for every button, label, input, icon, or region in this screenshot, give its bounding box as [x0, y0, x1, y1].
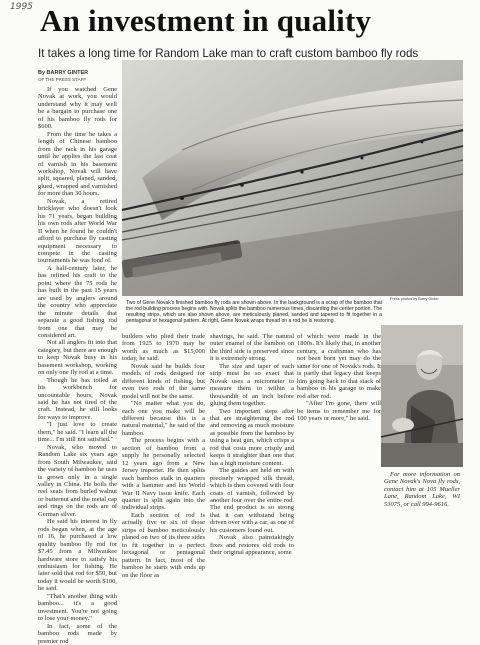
paragraph: "That's another thing with bamboo... it's a good investment. You're not going to lose your money." — [38, 592, 117, 623]
paragraph: Two important steps after that are straightening the rod and removing as much moisture as possible from the bamboo by using a heat gun, which crisps a rod that costs more crisply and keeps it straighter than one that has a high moisture content. — [210, 407, 294, 467]
paragraph: He said his interest in fly rods began when, at the age of 16, he purchased a low quality bamboo fly rod for $7.45 from a Milwaukee hardware store to satisfy his enthusiasm for fishing. He later sold that rod for $50, but today it would be worth $100, he said. — [38, 518, 117, 593]
contact-info: For more information on Gene Novak's Nova fly rods, contact him at 105 Mueller Lane, Random Lake, WI 53075, or call 994-9616. — [384, 471, 460, 508]
paragraph: shavings, he said. The natural outer enamel of the bamboo on the third side is preserved since it is extremely strong. — [210, 333, 294, 363]
paragraph: From the time he takes a length of Chinese bamboo from the rack in his garage until he applies the last coat of varnish in his basement workshop, Novak will have split, squared, planed, sanded, glued, wrapped and varnished for more than 30 hours. — [38, 130, 117, 198]
paragraph: Novak, who moved to Random Lake six years ago from South Milwaukee, said the variety of bamboo he uses is grown only in a single valley in China. He boils the reel seats from burled walnut or butternut and the metal cap and rings on the rods are of German silver. — [38, 443, 117, 518]
gene-novak-photo-image — [381, 325, 463, 467]
paragraph: In fact, some of the bamboo rods made by premier rod — [38, 622, 117, 645]
photo-caption: Two of Gene Novak's finished bamboo fly rods are shown above. In the background is a scrap of the bamboo that the rod building process begins with. Novak splits the bamboo numerous times, discarding the center portion. The resulting strips, which are also shown above, are meticulously planed, sanded and tapered to fit together in a pentagonal or hexagonal pattern. At right, Gene Novak wraps thread on a rod he is restoring. — [126, 300, 382, 324]
photo-credit: Press photos by Barry Ginter — [390, 297, 439, 301]
paragraph: Novak also painstakingly fixes and restores old rods to their original appearance, some — [210, 534, 294, 557]
fly-rods-photo-image — [122, 60, 463, 296]
byline: By BARRY GINTER — [38, 70, 89, 76]
paragraph: A half-century later, he has refined his craft to the point where the 75 rods he has built in the past 15 years are used by anglers around the country who appreciate the minute details that separate a good fishing rod from one that may be considered art. — [38, 264, 117, 339]
article-column-4 — [297, 333, 381, 598]
gene-novak-photo — [381, 325, 463, 467]
paragraph: Each section of rod is actually five or six of those strips of bamboo meticulously planed on two of its three sides to fit together in a perfect hexagonal or pentagonal pattern. In fact, most of the bamboo he starts with ends up on the floor as — [122, 511, 205, 579]
article-column-3 — [210, 333, 294, 598]
paragraph: Though he has toiled at his workbench for uncountable hours, Novak said he has not tired of the craft. Instead, he still looks for ways to improve. — [38, 376, 117, 421]
paragraph: The size and taper of each strip must be so exact that Novak uses a micrometer to measure them to within a thousandth of an inch before gluing them together. — [210, 362, 294, 408]
paragraph: Not all anglers fit into that category, but there are enough to keep Novak busy in his basement workshop, working on only one fly rod at a time. — [38, 339, 117, 377]
paragraph: Novak, a retired bricklayer who doesn't look his 71 years, began building his own rods after World War II when he found he couldn't afford to purchase fly casting equipment necessary to compete in the casting tournaments he was fond of. — [38, 197, 117, 265]
info-box — [384, 468, 460, 598]
paragraph: "After I'm gone, there will be items to remember me for 100 years or more," he said. — [297, 400, 381, 422]
paragraph: The guides are held on with precisely wrapped silk thread, which is then covered with four coats of varnish, followed by another four over the entire rod. The end product is so strong that it can withstand being driven over with a car, as one of his customers found out. — [210, 467, 294, 534]
paragraph: of which were made in the 1800s. It's likely that, in another century, a craftsman who has not been born yet may do the same for one of Novak's rods. It is partly that legacy that keeps him going back to that stack of bamboo in his garage to make rod after rod. — [297, 333, 381, 400]
paragraph: The process begins with a section of bamboo from a supply he personally selected 12 years ago from a New Jersey importer. He then splits each bamboo stalk in quarters with a hammer and his World War II Navy issue knife. Each quarter is split again into the individual strips. — [122, 437, 205, 512]
headline: An investment in quality — [40, 3, 372, 38]
subhead: It takes a long time for Random Lake man to craft custom bamboo fly rods — [38, 47, 419, 60]
paragraph: "I just love to create them," he said. "I learn all the time... I'm still not satisfied." — [38, 421, 117, 444]
article-column-1 — [38, 86, 117, 645]
paragraph: "No matter what you do, each one you make will be different because this is a natural material," he said of the bamboo. — [122, 400, 205, 437]
paragraph: Novak said he builds four models of rods designed for different kinds of fishing, but even two rods of the same model will not be the same. — [122, 362, 205, 400]
handwritten-year: 1995 — [10, 2, 33, 12]
article-column-2 — [122, 333, 205, 598]
paragraph: builders who plied their trade from 1925 to 1970 may be worth as much as $15,000 today, he said. — [122, 333, 205, 363]
byline-staff: OF THE PRESS STAFF — [38, 77, 87, 82]
paragraph: If you watched Gene Novak at work, you would understand why it may well be a bargain to purchase one of his bamboo fly rods for $600. — [38, 86, 117, 131]
fly-rods-photo — [122, 60, 463, 296]
